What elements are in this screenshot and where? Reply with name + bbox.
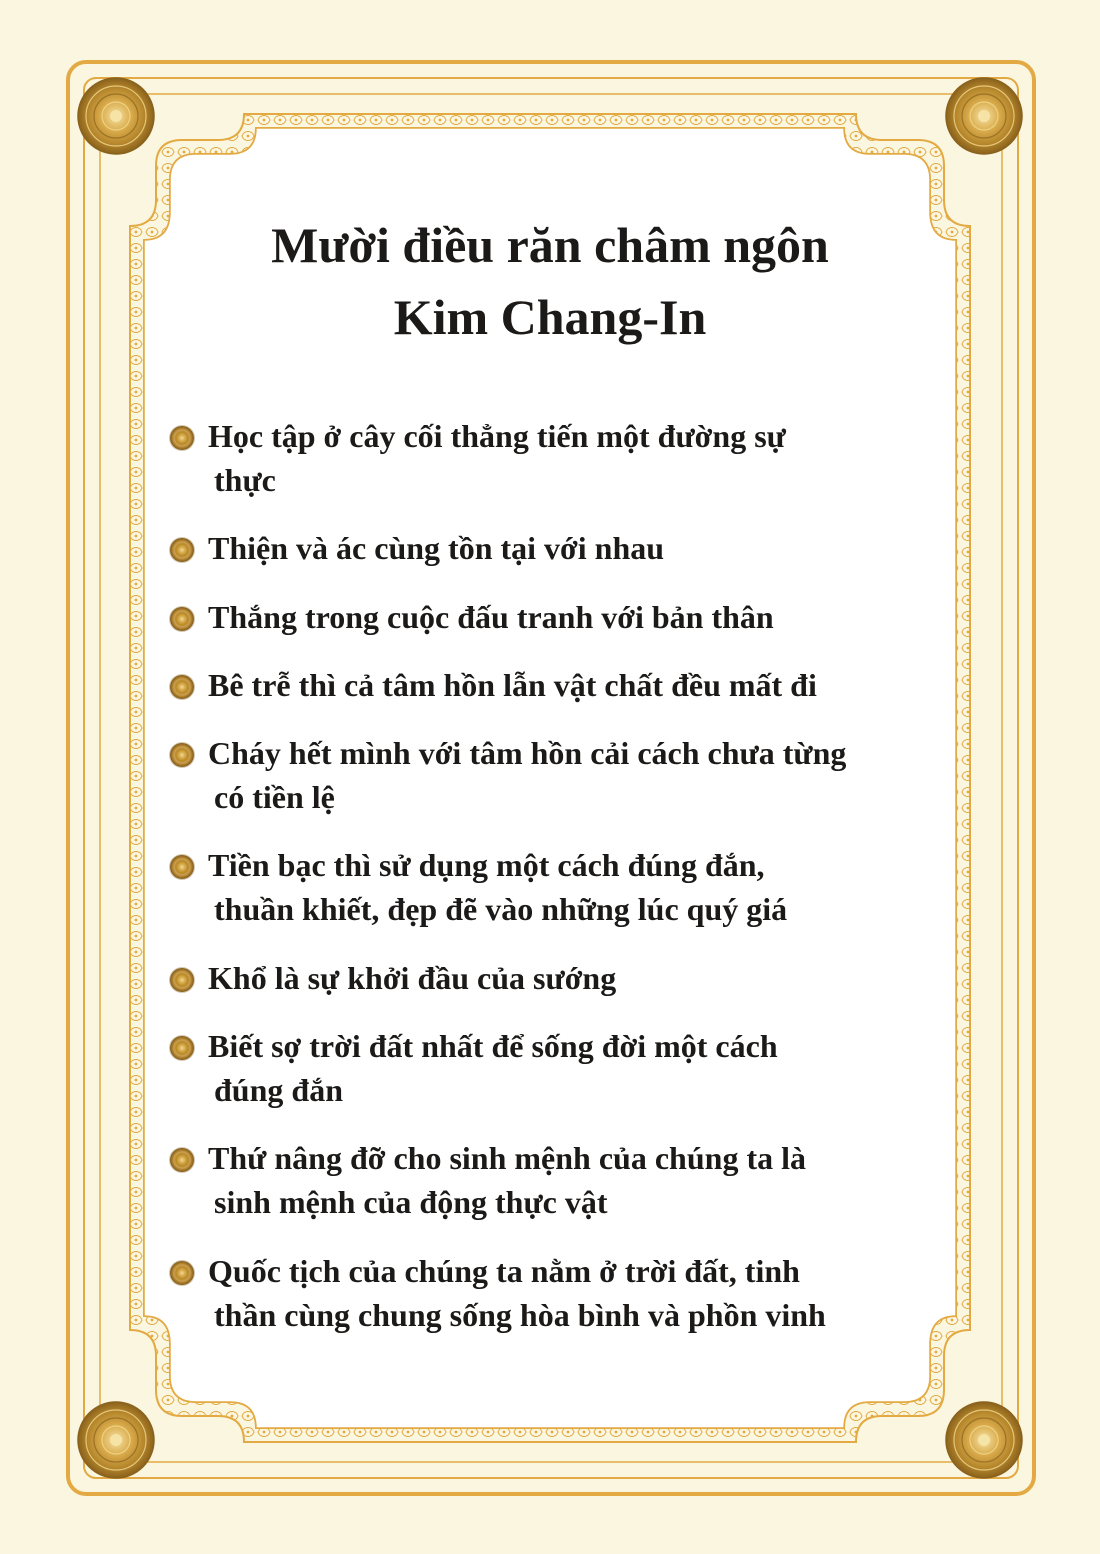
gold-disc-bullet-icon bbox=[170, 968, 194, 992]
maxim-text-line: Tiền bạc thì sử dụng một cách đúng đắn, bbox=[208, 847, 765, 884]
gold-disc-bullet-icon bbox=[170, 1036, 194, 1060]
list-item bbox=[168, 663, 948, 707]
maxim-text-line: Thiện và ác cùng tồn tại với nhau bbox=[208, 530, 665, 567]
list-item bbox=[168, 1249, 948, 1337]
list-item bbox=[168, 1024, 948, 1112]
gold-disc-bullet-icon bbox=[170, 607, 194, 631]
list-item bbox=[168, 956, 948, 1000]
maxims-list bbox=[168, 414, 948, 1361]
gold-disc-bullet-icon bbox=[170, 675, 194, 699]
list-item bbox=[168, 414, 948, 502]
gold-disc-bullet-icon bbox=[170, 426, 194, 450]
maxim-text-line: Khổ là sự khởi đầu của sướng bbox=[208, 959, 617, 996]
maxim-text-line: Quốc tịch của chúng ta nằm ở trời đất, tinh bbox=[208, 1252, 800, 1289]
maxim-text-line: thần cùng chung sống hòa bình và phồn vinh bbox=[214, 1296, 826, 1333]
gold-medallion-icon bbox=[946, 78, 1022, 154]
maxim-text-line: Biết sợ trời đất nhất để sống đời một cách bbox=[208, 1028, 778, 1065]
list-item bbox=[168, 731, 948, 819]
page-title-name: Kim Chang-In bbox=[393, 289, 707, 345]
maxim-text-line: thuần khiết, đẹp đẽ vào những lúc quý giá bbox=[214, 891, 788, 928]
gold-medallion-icon bbox=[78, 78, 154, 154]
gold-disc-bullet-icon bbox=[170, 1261, 194, 1285]
gold-disc-bullet-icon bbox=[170, 855, 194, 879]
gold-disc-bullet-icon bbox=[170, 1148, 194, 1172]
maxim-text-line: Học tập ở cây cối thẳng tiến một đường sự bbox=[208, 418, 786, 454]
list-item bbox=[168, 843, 948, 931]
maxim-text-line: đúng đắn bbox=[214, 1072, 343, 1109]
list-item bbox=[168, 1136, 948, 1224]
list-item bbox=[168, 526, 948, 570]
page-title: Mười điều răn châm ngôn bbox=[271, 217, 829, 273]
gold-disc-bullet-icon bbox=[170, 538, 194, 562]
gold-medallion-icon bbox=[946, 1402, 1022, 1478]
maxim-text-line: có tiền lệ bbox=[214, 779, 335, 816]
maxim-text-line: thực bbox=[214, 462, 276, 498]
gold-medallion-icon bbox=[78, 1402, 154, 1478]
maxim-text-line: Thứ nâng đỡ cho sinh mệnh của chúng ta là bbox=[208, 1140, 806, 1177]
maxim-text-line: Bê trễ thì cả tâm hồn lẫn vật chất đều mất đi bbox=[208, 666, 817, 703]
gold-disc-bullet-icon bbox=[170, 743, 194, 767]
maxim-text-line: Thắng trong cuộc đấu tranh với bản thân bbox=[208, 598, 774, 635]
list-item bbox=[168, 595, 948, 639]
maxim-text-line: sinh mệnh của động thực vật bbox=[214, 1184, 608, 1221]
maxim-text-line: Cháy hết mình với tâm hồn cải cách chưa từng bbox=[208, 735, 847, 772]
